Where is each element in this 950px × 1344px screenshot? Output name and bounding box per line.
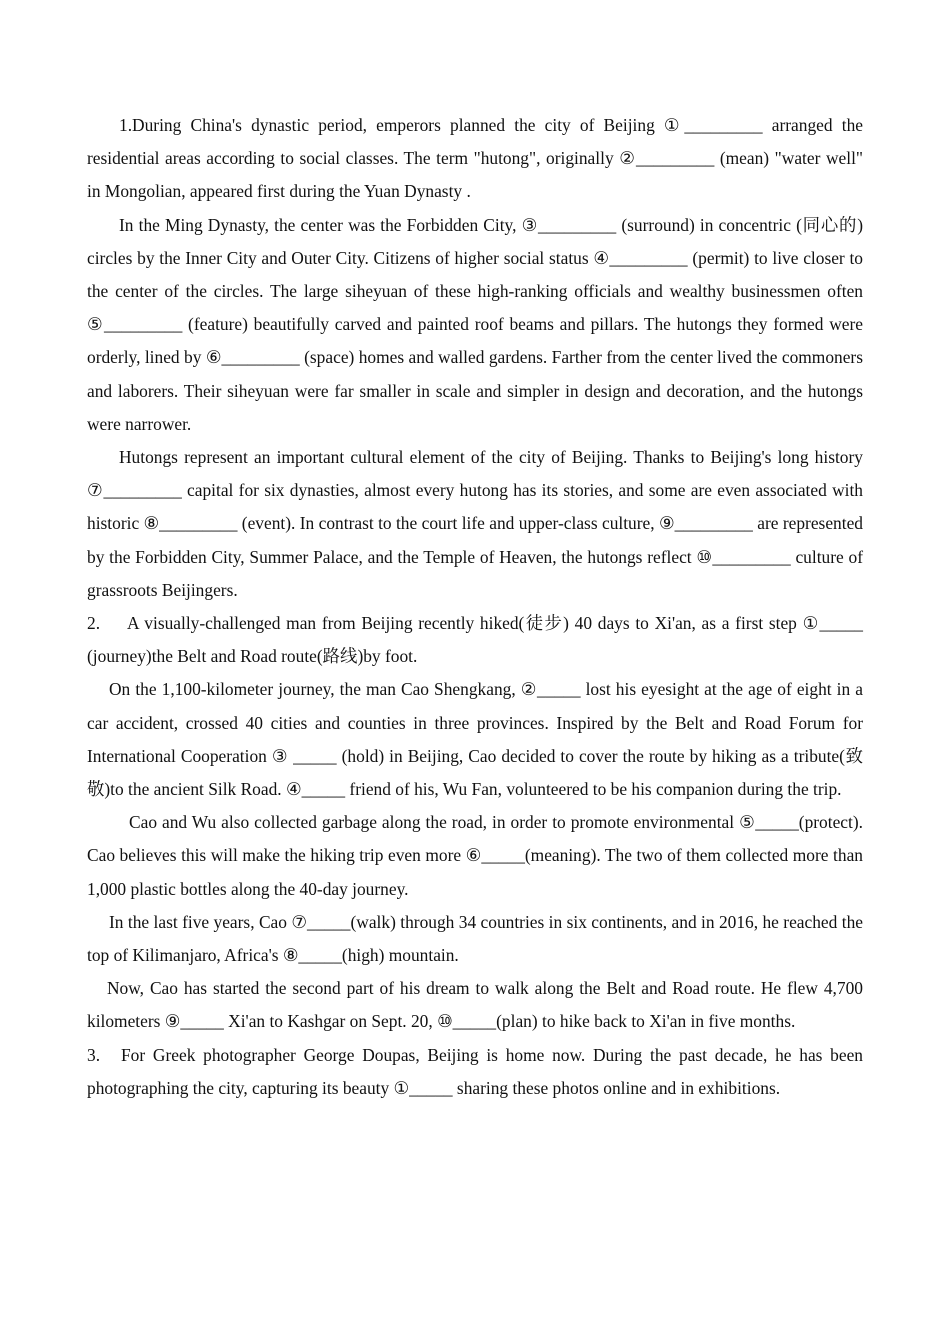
passage2-paragraph1: [87, 607, 863, 673]
passage3-paragraph1: [87, 1039, 863, 1105]
passage1-paragraph2: In the Ming Dynasty, the center was the Forbidden City, ③_________ (surround) in concentric (同心的) circles by the Inner City and Outer City. Citizens of higher social status ④_________ (permit) to live closer to the center of the circles. The large siheyuan of these high-ranking officials and wealthy businessmen often ⑤_________ (feature) beautifully carved and painted roof beams and pillars. The hutongs they formed were orderly, lined by ⑥_________ (space) homes and walled gardens. Farther from the center lived the commoners and laborers. Their siheyuan were far smaller in scale and simpler in design and decoration, and the hutongs were narrower.: [87, 214, 863, 434]
passage3-number: 3.: [87, 1044, 101, 1065]
passage2-paragraph4: In the last five years, Cao ⑦_____(walk) through 34 countries in six continents, and in 2016, he reached the top of Kilimanjaro, Africa's ⑧_____(high) mountain.: [87, 911, 863, 966]
passage1-paragraph3: Hutongs represent an important cultural element of the city of Beijing. Thanks to Beijing's long history ⑦_________ capital for six dynasties, almost every hutong has its stories, and some are even associated with historic ⑧_________ (event). In contrast to the court life and upper-class culture, ⑨_________ are represented by the Forbidden City, Summer Palace, and the Temple of Heaven, the hutongs reflect ⑩_________ culture of grassroots Beijingers.: [87, 447, 863, 600]
passage1-paragraph1: 1.During China's dynastic period, emperors planned the city of Beijing ①_________ arranged the residential areas according to social classes. The term "hutong", originally ②_________ (mean) "water well" in Mongolian, appeared first during the Yuan Dynasty .: [87, 115, 863, 202]
passage2-number: 2.: [87, 613, 101, 634]
passage2-paragraph3: Cao and Wu also collected garbage along the road, in order to promote environmental ⑤_____(protect). Cao believes this will make the hiking trip even more ⑥_____(meaning). The two of them collected more than 1,000 plastic bottles along the 40-day journey.: [87, 812, 863, 899]
passage2-paragraph2: On the 1,100-kilometer journey, the man Cao Shengkang, ②_____ lost his eyesight at the age of eight in a car accident, crossed 40 cities and counties in three provinces. Inspired by the Belt and Road Forum for International Cooperation ③ _____ (hold) in Beijing, Cao decided to cover the route by hiking as a tribute(致敬)to the ancient Silk Road. ④_____ friend of his, Wu Fan, volunteered to be his companion during the trip.: [87, 679, 863, 800]
passage2-paragraph1-text: A visually-challenged man from Beijing recently hiked(徒步) 40 days to Xi'an, as a first step ①_____ (journey)the Belt and Road route(路线)by foot.: [87, 613, 863, 667]
document-page: [87, 109, 863, 1105]
passage2-paragraph5: Now, Cao has started the second part of his dream to walk along the Belt and Road route. He flew 4,700 kilometers ⑨_____ Xi'an to Kashgar on Sept. 20, ⑩_____(plan) to hike back to Xi'an in five months.: [87, 978, 863, 1032]
passage3-paragraph1-text: For Greek photographer George Doupas, Beijing is home now. During the past decade, he has been photographing the city, capturing its beauty ①_____ sharing these photos online and in exhibitions.: [87, 1044, 863, 1098]
